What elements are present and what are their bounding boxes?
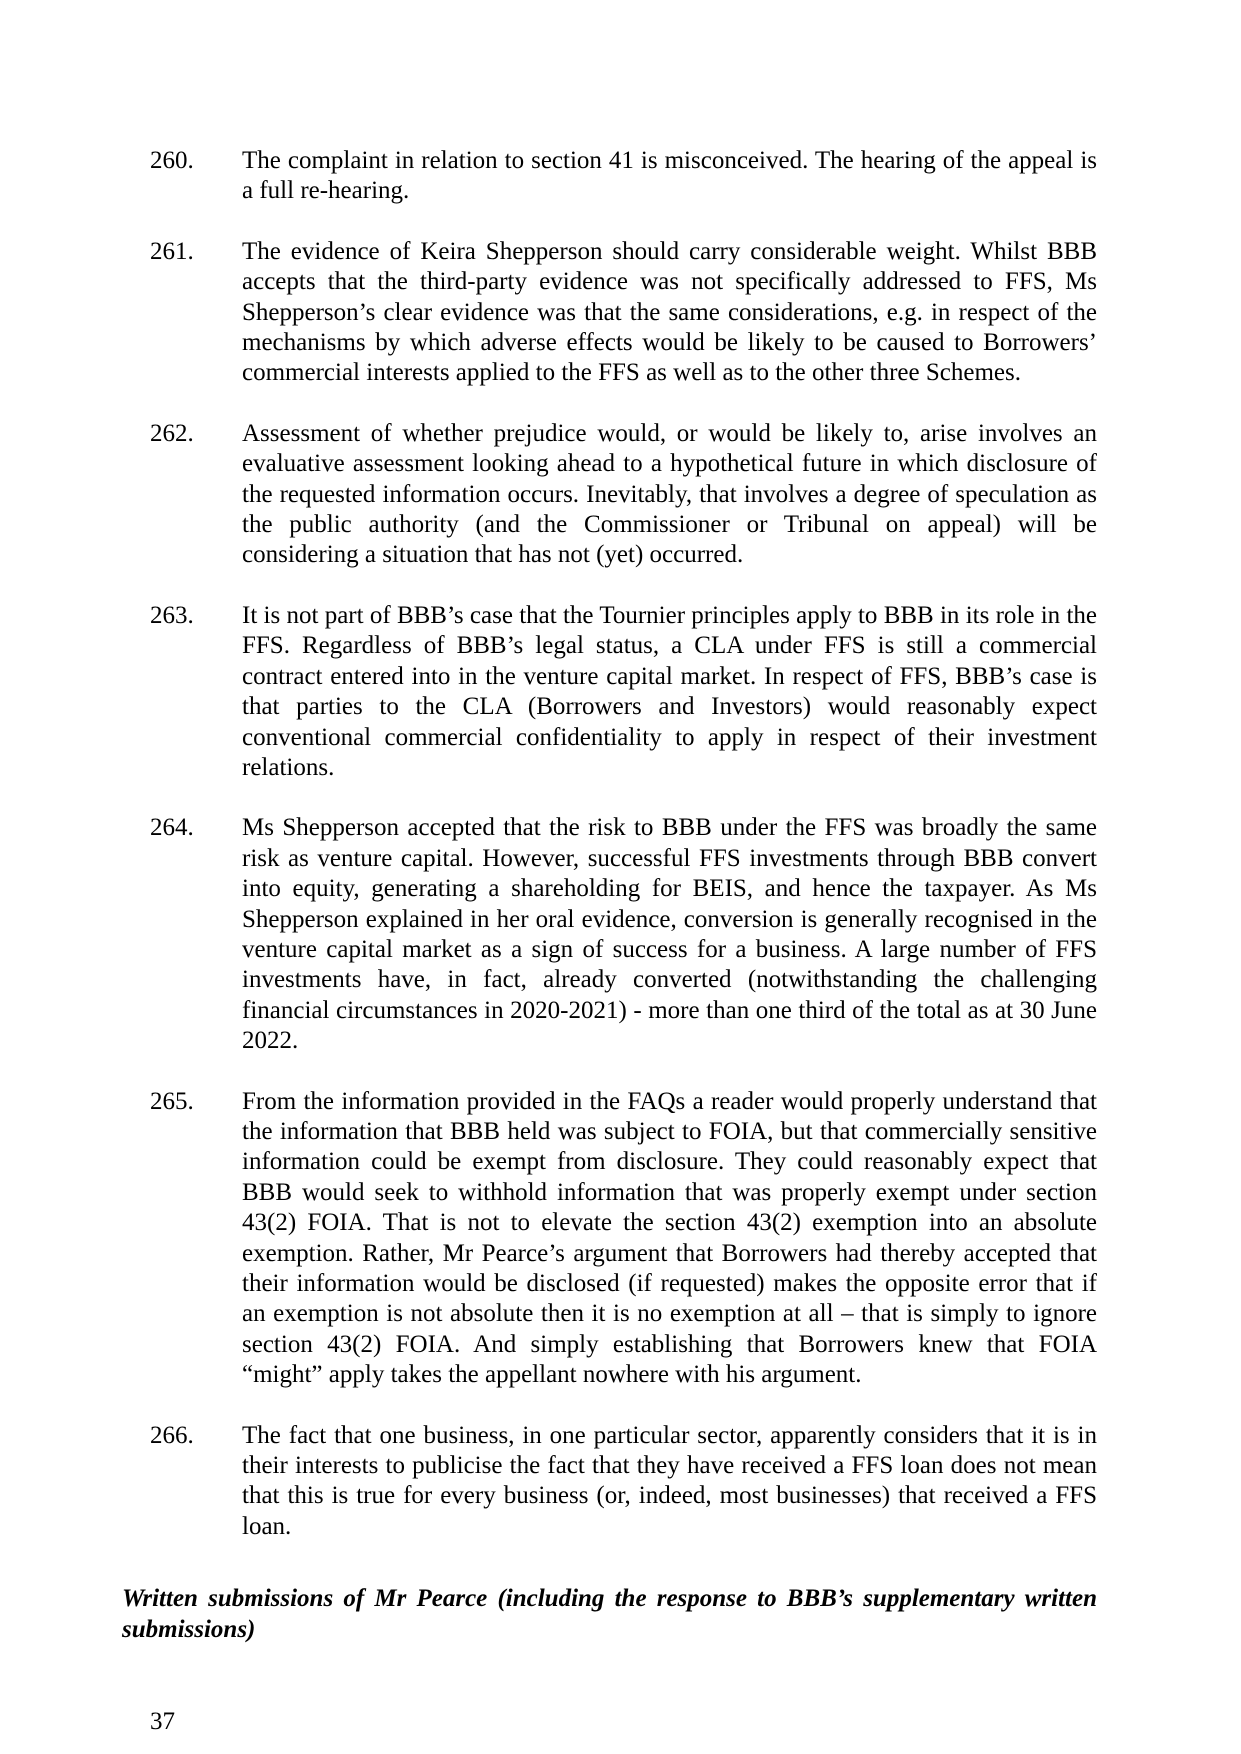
paragraph-number: 265. bbox=[150, 1087, 194, 1115]
numbered-paragraph bbox=[122, 419, 1097, 571]
paragraph-text: Assessment of whether prejudice would, or would be likely to, arise involves an evaluative assessment looking ahead to a hypothetical future in which disclosure of the requested information occurs. Inevitably, that involves a degree of speculation as the public authority (and the Commissioner or Tribunal on appeal) will be considering a situation that has not (yet) occurred. bbox=[242, 419, 1097, 569]
paragraph-number: 263. bbox=[150, 601, 194, 629]
page-number: 37 bbox=[150, 1708, 175, 1736]
page-footer bbox=[122, 1707, 1097, 1737]
paragraph-text: The complaint in relation to section 41 is misconceived. The hearing of the appeal is a full re-hearing. bbox=[242, 147, 1097, 205]
paragraph-number: 261. bbox=[150, 237, 194, 265]
paragraph-text: The evidence of Keira Shepperson should carry considerable weight. Whilst BBB accepts that the third-party evidence was not specifically addressed to FFS, Ms Shepperson’s clear evidence was that the same considerations, e.g. in respect of the mechanisms by which adverse effects would be likely to be caused to Borrowers’ commercial interests applied to the FFS as well as to the other three Schemes. bbox=[242, 237, 1097, 387]
numbered-paragraph bbox=[122, 1087, 1097, 1391]
paragraph-number: 264. bbox=[150, 814, 194, 842]
paragraph-number: 262. bbox=[150, 419, 194, 447]
paragraph-text: It is not part of BBB’s case that the Tournier principles apply to BBB in its role in the FFS. Regardless of BBB’s legal status, a CLA under FFS is still a commercial contract entered into in the venture capital market. In respect of FFS, BBB’s case is that parties to the CLA (Borrowers and Investors) would reasonably expect conventional commercial confidentiality to apply in respect of their investment relations. bbox=[242, 601, 1097, 781]
numbered-paragraph bbox=[122, 146, 1097, 207]
paragraph-text: From the information provided in the FAQs a reader would properly understand that the information that BBB held was subject to FOIA, but that commercially sensitive information could be exempt from disclosure. They could reasonably expect that BBB would seek to withhold information that was properly exempt under section 43(2) FOIA. That is not to elevate the section 43(2) exemption into an absolute exemption. Rather, Mr Pearce’s argument that Borrowers had thereby accepted that their information would be disclosed (if requested) makes the opposite error that if an exemption is not absolute then it is no exemption at all – that is simply to ignore section 43(2) FOIA. And simply establishing that Borrowers knew that FOIA “might” apply takes the appellant nowhere with his argument. bbox=[242, 1087, 1097, 1389]
numbered-paragraph bbox=[122, 1421, 1097, 1543]
written-submissions-heading: Written submissions of Mr Pearce (including the response to BBB’s supplementary written submissions) bbox=[122, 1585, 1097, 1643]
numbered-paragraph bbox=[122, 237, 1097, 389]
paragraph-number: 266. bbox=[150, 1421, 194, 1449]
paragraph-text: The fact that one business, in one particular sector, apparently considers that it is in their interests to publicise the fact that they have received a FFS loan does not mean that this is true for every business (or, indeed, most businesses) that received a FFS loan. bbox=[242, 1421, 1097, 1540]
paragraph-text: Ms Shepperson accepted that the risk to BBB under the FFS was broadly the same risk as venture capital. However, successful FFS investments through BBB convert into equity, generating a shareholding for BEIS, and hence the taxpayer. As Ms Shepperson explained in her oral evidence, conversion is generally recognised in the venture capital market as a sign of success for a business. A large number of FFS investments have, in fact, already converted (notwithstanding the challenging financial circumstances in 2020-2021) - more than one third of the total as at 30 June 2022. bbox=[242, 814, 1097, 1055]
numbered-paragraph bbox=[122, 813, 1097, 1056]
numbered-paragraph bbox=[122, 601, 1097, 783]
document-body bbox=[122, 146, 1097, 1737]
paragraph-number: 260. bbox=[150, 147, 194, 174]
